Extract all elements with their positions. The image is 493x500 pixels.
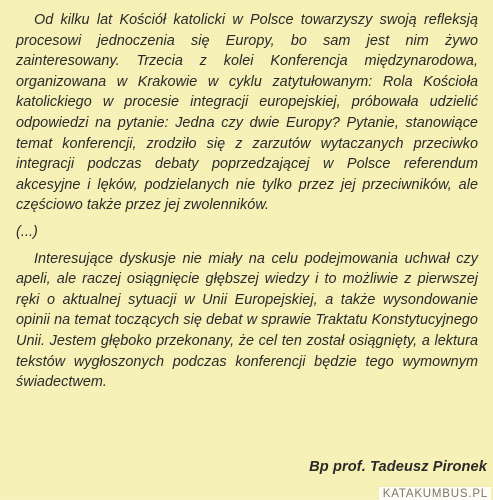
watermark: KATAKUMBUS.PL <box>379 487 491 500</box>
author-signature: Bp prof. Tadeusz Pironek <box>309 459 487 475</box>
paragraph-1: Od kilku lat Kościół katolicki w Polsce towarzyszy swoją refleksją procesowi jednoczenia się Europy, bo sam jest nim żywo zainteresowany. Trzecia z kolei Konferencja międzynarodowa, organizowana w Krakowie w cyklu zatytułowanym: Rola Kościoła katolickiego w procesie integracji europejskiej, próbowała udzielić odpowiedzi na pytanie: Jedna czy dwie Europy? Pytanie, stanowiące temat konferencji, zrodziło się z zarzutów wytaczanych przeciwko integracji podczas debaty poprzedzającej w Polsce referendum akcesyjne i lęków, podzielanych nie tylko przez jej przeciwników, ale częściowo także przez jej zwolenników. <box>16 12 478 214</box>
paragraph-2: Interesujące dyskusje nie miały na celu podejmowania uchwał czy apeli, ale raczej osiągnięcie głębszej wiedzy i to możliwie z pierwszej ręki o aktualnej sytuacji w Unii Europejskiej, a także wysondowanie opinii na temat toczących się debat w sprawie Traktatu Konstytucyjnego Unii. Jestem głęboko przekonany, że cel ten został osiągnięty, a lektura tekstów wygłoszonych podczas konferencji będzie tego wymownym świadectwem. <box>16 250 478 391</box>
omission-mark: (...) <box>16 223 38 240</box>
text-block <box>16 10 478 393</box>
